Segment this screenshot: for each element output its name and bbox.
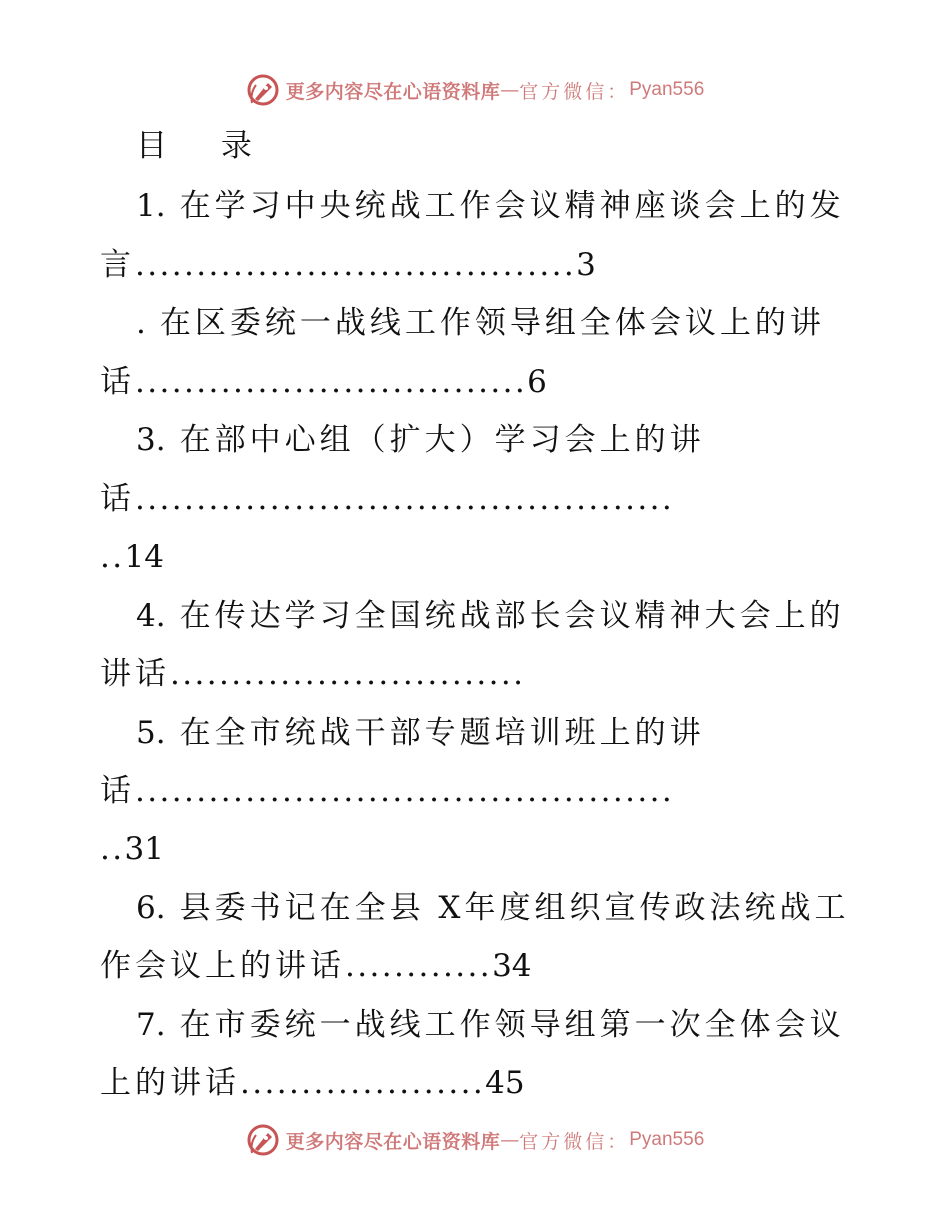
toc-leader-dots: .................... — [240, 1065, 486, 1101]
banner-official-label: 官方微信： — [519, 1130, 630, 1153]
header-banner — [0, 70, 950, 110]
toc-entry-title-cont: 讲话 — [100, 656, 170, 692]
toc-entry-1-line2 — [100, 245, 596, 285]
toc-entry-4-line2 — [100, 654, 525, 694]
toc-page-number: 34 — [492, 948, 532, 984]
toc-leader-dots: ............................................ — [135, 481, 675, 517]
toc-leader-dots: .................................... — [135, 247, 577, 283]
toc-page-number: 6 — [527, 364, 547, 400]
toc-entry-number: . — [136, 305, 146, 341]
toc-entry-title-cont: 作会议上的讲话 — [100, 948, 345, 984]
toc-entry-7-line2 — [100, 1063, 525, 1103]
banner-wechat-id: Pyan556 — [629, 79, 705, 100]
pen-nib-icon — [246, 73, 280, 107]
toc-entry-number: 5. — [136, 715, 166, 751]
toc-page-number: 14 — [124, 539, 164, 575]
banner-official-label: 官方微信： — [519, 80, 630, 103]
banner-text: 更多内容尽在心语资料库 — [285, 80, 501, 103]
toc-entry-title: 在区委统一战线工作领导组全体会议上的讲 — [159, 305, 825, 341]
toc-entry-number: 6. — [136, 890, 166, 926]
toc-entry-2-line1 — [136, 303, 825, 343]
toc-entry-title-cont: 话 — [100, 773, 135, 809]
pen-nib-icon — [246, 1123, 280, 1157]
toc-entry-title: 在传达学习全国统战部长会议精神大会上的 — [179, 598, 845, 634]
toc-leader-dots: ............................................ — [135, 773, 675, 809]
toc-entry-4-line1 — [136, 596, 845, 636]
toc-entry-7-line1 — [136, 1005, 845, 1045]
toc-entry-3-line3 — [100, 537, 164, 577]
banner-text: 更多内容尽在心语资料库 — [285, 1130, 501, 1153]
footer-banner — [0, 1120, 950, 1160]
toc-entry-number: 1. — [136, 188, 166, 224]
toc-entry-3-line2 — [100, 479, 674, 519]
toc-entry-6-line1 — [136, 888, 850, 928]
toc-entry-title-cont: 话 — [100, 481, 135, 517]
toc-page-number: 45 — [485, 1065, 525, 1101]
toc-entry-title: 在市委统一战线工作领导组第一次全体会议 — [179, 1007, 845, 1043]
toc-leader-dots: ............ — [345, 948, 493, 984]
toc-title: 目 录 — [136, 128, 274, 164]
toc-entry-5-line1 — [136, 713, 705, 753]
toc-entry-title-cont: 上的讲话 — [100, 1065, 240, 1101]
banner-dash: — — [500, 1129, 520, 1151]
toc-entry-title-cont: 话 — [100, 364, 135, 400]
toc-entry-title: 在学习中央统战工作会议精神座谈会上的发 — [179, 188, 845, 224]
toc-entry-5-line2 — [100, 771, 674, 811]
toc-entry-number: 7. — [136, 1007, 166, 1043]
toc-entry-number: 3. — [136, 422, 166, 458]
toc-entry-title: 县委书记在全县 X年度组织宣传政法统战工 — [179, 890, 850, 926]
toc-entry-number: 4. — [136, 598, 166, 634]
toc-entry-5-line3 — [100, 829, 164, 869]
banner-dash: — — [500, 79, 520, 101]
toc-entry-6-line2 — [100, 946, 532, 986]
toc-leader-dots: .. — [100, 539, 125, 575]
toc-entry-1-line1 — [136, 186, 845, 226]
toc-leader-dots: ............................. — [170, 656, 526, 692]
toc-entry-3-line1 — [136, 420, 705, 460]
toc-page-number: 31 — [124, 831, 164, 867]
banner-wechat-id: Pyan556 — [629, 1129, 705, 1150]
toc-leader-dots: .. — [100, 831, 125, 867]
toc-entry-title-cont: 言 — [100, 247, 135, 283]
toc-entry-2-line2 — [100, 362, 547, 402]
toc-entry-title: 在部中心组（扩大）学习会上的讲 — [179, 422, 705, 458]
toc-page-number: 3 — [576, 247, 596, 283]
toc-entry-title: 在全市统战干部专题培训班上的讲 — [179, 715, 705, 751]
toc-leader-dots: ................................ — [135, 364, 528, 400]
